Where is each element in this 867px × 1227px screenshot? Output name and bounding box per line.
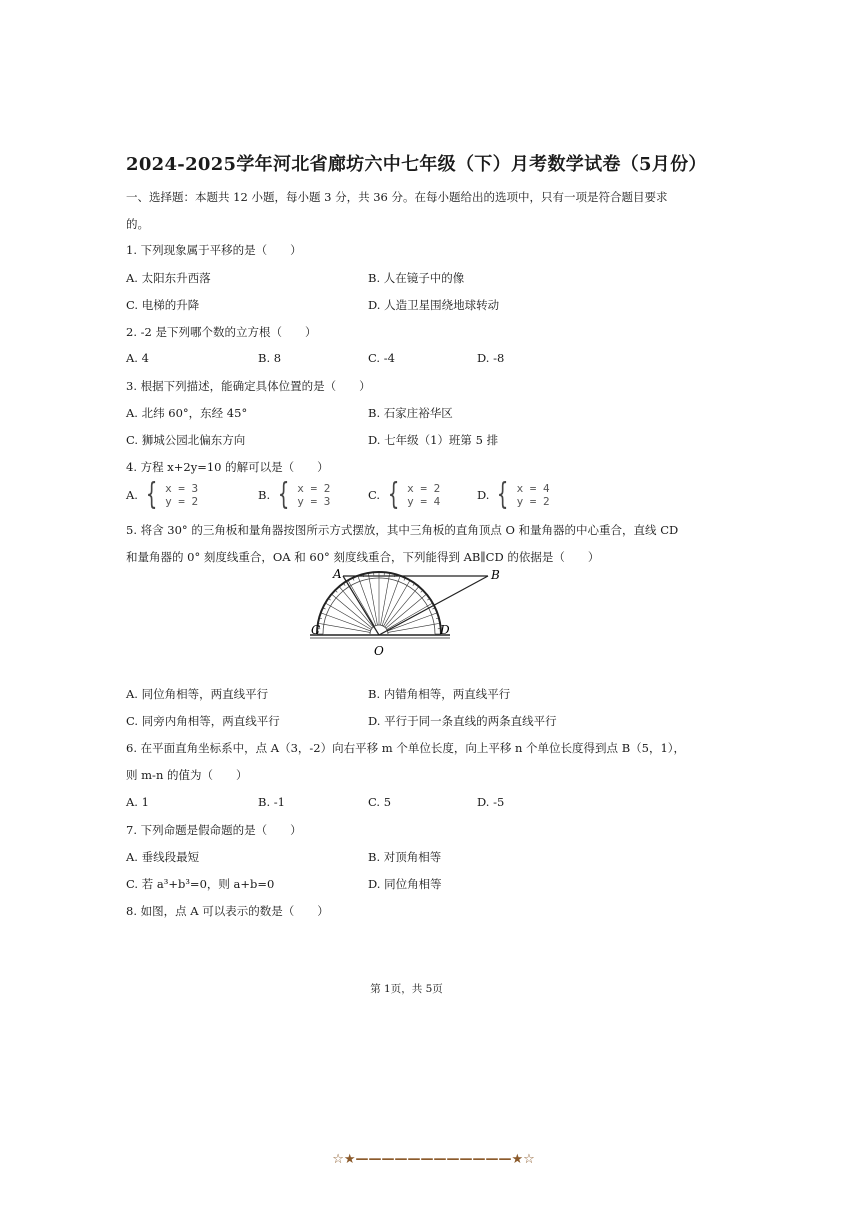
equation: y = 4 (407, 495, 441, 508)
label-c: C (311, 623, 321, 637)
bottom-decoration: ☆★————————————★☆ (332, 1152, 535, 1167)
q7-option-b: B. 对顶角相等 (368, 850, 442, 864)
q2-option-d: D. -8 (477, 351, 505, 365)
question-4-stem: 4. 方程 x+2y=10 的解可以是（ ） (126, 460, 329, 474)
equation: x = 4 (516, 482, 550, 495)
protractor-tick (432, 613, 438, 615)
q5-option-a: A. 同位角相等，两直线平行 (126, 687, 269, 701)
q1-option-d: D. 人造卫星围绕地球转动 (368, 298, 500, 312)
question-7-stem: 7. 下列命题是假命题的是（ ） (126, 823, 302, 837)
protractor-tick (407, 580, 410, 585)
section-instruction: 一、选择题：本题共 12 小题，每小题 3 分，共 36 分。在每小题给出的选项中，只有一项是符合题目要求 (126, 190, 668, 204)
option-label: D. (477, 488, 490, 502)
q2-option-a: A. 4 (126, 351, 149, 365)
q5-option-c: C. 同旁内角相等，两直线平行 (126, 714, 280, 728)
equation: y = 3 (297, 495, 331, 508)
label-a: A (333, 567, 342, 581)
q5-option-b: B. 内错角相等，两直线平行 (368, 687, 511, 701)
question-2-stem: 2. -2 是下列哪个数的立方根（ ） (126, 325, 317, 339)
q4-option-c (368, 477, 441, 512)
equation: x = 2 (297, 482, 331, 495)
q6-option-c: C. 5 (368, 795, 392, 809)
q2-option-b: B. 8 (258, 351, 282, 365)
option-label: A. (126, 488, 138, 502)
equation: y = 2 (165, 495, 199, 508)
equation: y = 2 (516, 495, 550, 508)
protractor-tick (321, 613, 327, 615)
q5-option-d: D. 平行于同一条直线的两条直线平行 (368, 714, 557, 728)
protractor-figure (300, 562, 515, 662)
question-6-stem: 6. 在平面直角坐标系中，点 A（3，-2）向右平移 m 个单位长度，向上平移 n 个单位长度得到点 B（5，1）， (126, 741, 686, 755)
q1-option-a: A. 太阳东升西落 (126, 271, 211, 285)
label-o: O (374, 644, 384, 658)
q3-option-d: D. 七年级（1）班第 5 排 (368, 433, 499, 447)
left-brace-icon: { (277, 477, 290, 512)
q2-option-c: C. -4 (368, 351, 395, 365)
label-b: B (491, 568, 500, 582)
equation: x = 2 (407, 482, 441, 495)
q3-option-c: C. 狮城公园北偏东方向 (126, 433, 246, 447)
q6-option-d: D. -5 (477, 795, 505, 809)
question-6-stem-cont: 则 m-n 的值为（ ） (126, 768, 248, 782)
equation: x = 3 (165, 482, 199, 495)
q4-option-a (126, 477, 199, 512)
left-brace-icon: { (497, 477, 509, 512)
q7-option-a: A. 垂线段最短 (126, 850, 200, 864)
left-brace-icon: { (387, 477, 400, 512)
q1-option-b: B. 人在镜子中的像 (368, 271, 465, 285)
protractor-tick (325, 603, 330, 606)
q4-option-b (258, 477, 331, 512)
q7-option-c: C. 若 a³+b³=0，则 a+b=0 (126, 877, 275, 891)
q6-option-b: B. -1 (258, 795, 285, 809)
q4-option-d (477, 477, 550, 512)
label-d: D (440, 623, 450, 637)
page-title: 2024-2025学年河北省廊坊六中七年级（下）月考数学试卷（5月份） (126, 154, 707, 175)
section-instruction-cont: 的。 (126, 217, 149, 231)
option-label: B. (258, 488, 271, 502)
question-1-stem: 1. 下列现象属于平移的是（ ） (126, 243, 302, 257)
q1-option-c: C. 电梯的升降 (126, 298, 200, 312)
protractor-tick (427, 603, 432, 606)
page-footer: 第 1页，共 5页 (370, 983, 443, 995)
q7-option-d: D. 同位角相等 (368, 877, 442, 891)
q3-option-a: A. 北纬 60°，东经 45° (126, 406, 248, 420)
option-label: C. (368, 488, 381, 502)
question-3-stem: 3. 根据下列描述，能确定具体位置的是（ ） (126, 379, 371, 393)
question-5-stem-cont: 和量角器的 0° 刻度线重合，OA 和 60° 刻度线重合，下列能得到 AB∥CD 的依据是（ ） (126, 550, 600, 564)
left-brace-icon: { (145, 477, 158, 512)
question-8-stem: 8. 如图，点 A 可以表示的数是（ ） (126, 904, 329, 918)
q6-option-a: A. 1 (126, 795, 149, 809)
q3-option-b: B. 石家庄裕华区 (368, 406, 453, 420)
question-5-stem: 5. 将含 30° 的三角板和量角器按图所示方式摆放，其中三角板的直角顶点 O 和量角器的中心重合，直线 CD (126, 523, 679, 537)
